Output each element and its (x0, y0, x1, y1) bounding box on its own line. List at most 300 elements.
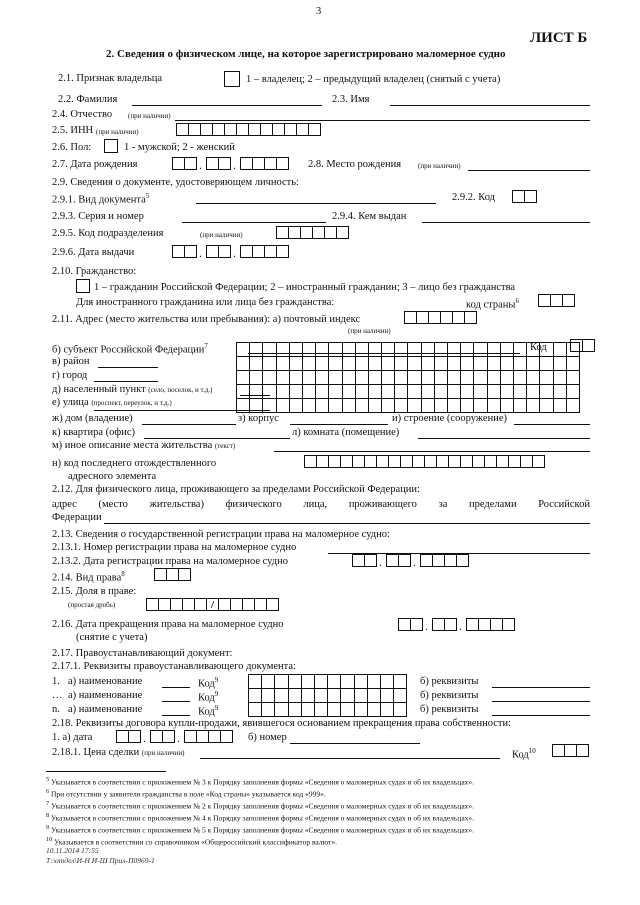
label-2-17-1: 2.17.1. Реквизиты правоустанавливающего документа: (52, 661, 296, 672)
grid-cell[interactable] (460, 398, 474, 413)
grid-cell[interactable] (315, 356, 329, 371)
foreign-address-label: адрес (место жительства) физического лица, проживающего за пределами Российской (52, 499, 590, 510)
grid-cell[interactable] (394, 356, 408, 371)
grid-cell[interactable] (487, 384, 501, 399)
reg-month-cells[interactable] (386, 554, 410, 567)
grid-cell[interactable] (262, 384, 276, 399)
label-2-11-k: к) квартира (офис) (52, 427, 135, 438)
issue-day-cells[interactable] (172, 245, 196, 258)
grid-cell[interactable] (248, 674, 262, 689)
right-type-cells[interactable] (154, 568, 190, 581)
house-field[interactable] (142, 424, 236, 425)
doc-row-2-details-field[interactable] (492, 701, 590, 702)
grid-cell[interactable] (236, 384, 250, 399)
grid-cell[interactable] (380, 674, 394, 689)
contract-day-cells[interactable] (116, 730, 140, 743)
doc-row-n-details-label: б) реквизиты (420, 704, 479, 715)
grid-cell[interactable] (342, 356, 356, 371)
doc-row-2-details-label: б) реквизиты (420, 690, 479, 701)
grid-cell[interactable] (340, 688, 354, 703)
grid-cell[interactable] (447, 384, 461, 399)
label-2-9-4: 2.9.4. Кем выдан (332, 211, 407, 222)
grid-cell[interactable] (368, 384, 382, 399)
page-number: 3 (316, 6, 322, 17)
label-2-8: 2.8. Место рождения (308, 159, 402, 170)
gender-box[interactable] (104, 139, 117, 153)
label-2-11-n1: н) код последнего отождествленного (52, 458, 217, 469)
grid-cell[interactable] (328, 356, 342, 371)
grid-cell[interactable] (262, 356, 276, 371)
grid-cell[interactable] (248, 688, 262, 703)
grid-cell[interactable] (261, 688, 275, 703)
grid-cell[interactable] (513, 384, 527, 399)
grid-cell[interactable] (473, 370, 487, 385)
grid-cell[interactable] (354, 688, 368, 703)
price-field[interactable] (200, 758, 500, 759)
print-stamp-file: Т:\отдел\И-Н И-Ш Прил-П0969-1 (46, 856, 155, 865)
gender-options: 1 - мужской; 2 - женский (124, 142, 235, 153)
grid-cell[interactable] (526, 384, 540, 399)
grid-cell[interactable] (327, 702, 341, 717)
doc-row-2-name-field[interactable] (162, 701, 190, 702)
doc-row-n-code-label: Код$^9$ (198, 704, 219, 718)
country-code-cells[interactable] (538, 294, 574, 307)
grid-cell[interactable] (355, 356, 369, 371)
label-2-9-5: 2.9.5. Код подразделения (52, 228, 164, 239)
label-2-9-1: 2.9.1. Вид документа$^5$ (52, 192, 150, 206)
grid-cell[interactable] (368, 370, 382, 385)
doc-code-cells[interactable] (512, 190, 536, 203)
grid-cell[interactable] (526, 356, 540, 371)
grid-cell[interactable] (289, 384, 303, 399)
grid-cell[interactable] (342, 398, 356, 413)
grid-cell[interactable] (381, 398, 395, 413)
grid-cell[interactable] (434, 398, 448, 413)
grid-cell[interactable] (314, 702, 328, 717)
label-2-1: 2.1. Признак владельца (58, 73, 163, 84)
grid-cell[interactable] (539, 370, 553, 385)
doc-code-grid[interactable] (248, 674, 406, 716)
grid-cell[interactable] (315, 398, 329, 413)
foreign-address-field[interactable] (104, 523, 590, 524)
grid-cell[interactable] (381, 384, 395, 399)
patronymic-field[interactable] (175, 120, 590, 121)
grid-cell[interactable] (447, 342, 461, 357)
grid-cell[interactable] (381, 342, 395, 357)
grid-cell[interactable] (553, 384, 567, 399)
grid-cell[interactable] (274, 688, 288, 703)
section-title: 2. Сведения о физическом лице, на которое зарегистрировано маломерное судно (106, 48, 506, 60)
grid-cell[interactable] (473, 384, 487, 399)
grid-cell[interactable] (566, 384, 580, 399)
grid-cell[interactable] (421, 342, 435, 357)
label-2-10: 2.10. Гражданство: (52, 266, 137, 277)
grid-cell[interactable] (487, 370, 501, 385)
doc-row-1-name-field[interactable] (162, 687, 190, 688)
label-2-18: 2.18. Реквизиты договора купли-продажи, явившегося основанием прекращения права собственности: (52, 718, 512, 729)
footnote-9: $^9$ Указывается в соответствии с приложением № 5 к Порядку заполнения формы «Сведения о маломерных судах и об их владельцах». (46, 824, 475, 835)
doc-type-field[interactable] (196, 203, 436, 204)
grid-cell[interactable] (421, 398, 435, 413)
label-2-9: 2.9. Сведения о документе, удостоверяющем личность: (52, 177, 299, 188)
inn-cells[interactable] (176, 123, 320, 136)
owner-flag-options: 1 – владелец; 2 – предыдущий владелец (снятый с учета) (246, 74, 501, 85)
label-2-9-3: 2.9.3. Серия и номер (52, 211, 144, 222)
footnote-8: $^8$ Указывается в соответствии с приложением № 4 к Порядку заполнения формы «Сведения о маломерных судах и об их владельцах». (46, 812, 475, 823)
owner-flag-box[interactable] (224, 71, 239, 87)
label-2-18-a: 1. а) дата (52, 732, 93, 743)
label-2-18-b: б) номер (248, 732, 287, 743)
name-field[interactable] (390, 105, 590, 106)
grid-cell[interactable] (473, 356, 487, 371)
label-2-3: 2.3. Имя (332, 94, 370, 105)
grid-cell[interactable] (289, 342, 303, 357)
grid-cell[interactable] (355, 342, 369, 357)
grid-cell[interactable] (513, 342, 527, 357)
contract-year-cells[interactable] (184, 730, 232, 743)
doc-row-2-name-label: а) наименование (68, 690, 143, 701)
label-2-11-e: е) улица (проспект, переулок, и т.д.) (52, 397, 172, 408)
grid-cell[interactable] (393, 688, 407, 703)
grid-cell[interactable] (407, 370, 421, 385)
grid-cell[interactable] (327, 674, 341, 689)
hint-fraction: (простая дробь) (68, 601, 116, 609)
grid-cell[interactable] (340, 702, 354, 717)
label-2-11-b: б) субъект Российской Федерации$^7$ (52, 342, 208, 356)
doc-row-1-details-label: б) реквизиты (420, 676, 479, 687)
grid-cell[interactable] (526, 342, 540, 357)
grid-cell[interactable] (393, 702, 407, 717)
fias-code-cells[interactable] (304, 455, 544, 468)
grid-cell[interactable] (355, 398, 369, 413)
grid-cell[interactable] (500, 370, 514, 385)
label-2-12: 2.12. Для физического лица, проживающего за пределами Российской Федерации: (52, 484, 420, 495)
label-2-11-i: и) строение (сооружение) (392, 413, 507, 424)
grid-cell[interactable] (236, 398, 250, 413)
doc-row-2-number: … (52, 690, 63, 701)
grid-cell[interactable] (368, 356, 382, 371)
end-year-cells[interactable] (466, 618, 514, 631)
label-2-16-b: (снятие с учета) (76, 632, 148, 643)
hint-if-any: (при наличии) (200, 231, 243, 239)
grid-cell[interactable] (539, 342, 553, 357)
label-2-15: 2.15. Доля в праве: (52, 586, 137, 597)
grid-cell[interactable] (539, 384, 553, 399)
grid-cell[interactable] (302, 356, 316, 371)
grid-cell[interactable] (394, 370, 408, 385)
grid-cell[interactable] (473, 398, 487, 413)
grid-cell[interactable] (249, 384, 263, 399)
city-field[interactable] (94, 381, 158, 382)
grid-cell[interactable] (289, 356, 303, 371)
doc-row-1-details-field[interactable] (492, 687, 590, 688)
grid-cell[interactable] (261, 674, 275, 689)
grid-cell[interactable] (434, 384, 448, 399)
share-slash: / (206, 598, 219, 611)
grid-cell[interactable] (261, 702, 275, 717)
grid-cell[interactable] (288, 674, 302, 689)
grid-cell[interactable] (566, 398, 580, 413)
grid-cell[interactable] (553, 342, 567, 357)
grid-cell[interactable] (368, 398, 382, 413)
grid-cell[interactable] (301, 702, 315, 717)
grid-cell[interactable] (289, 370, 303, 385)
label-2-11-g: г) город (52, 370, 88, 381)
hint-if-any: (при наличии) (128, 112, 171, 120)
grid-cell[interactable] (460, 370, 474, 385)
division-code-cells[interactable] (276, 226, 348, 239)
grid-cell[interactable] (342, 370, 356, 385)
grid-cell[interactable] (288, 702, 302, 717)
grid-cell[interactable] (394, 398, 408, 413)
grid-cell[interactable] (447, 370, 461, 385)
grid-cell[interactable] (460, 356, 474, 371)
grid-cell[interactable] (262, 342, 276, 357)
end-day-cells[interactable] (398, 618, 422, 631)
grid-cell[interactable] (236, 356, 250, 371)
structure-field[interactable] (514, 424, 590, 425)
grid-cell[interactable] (315, 342, 329, 357)
label-2-11-d: д) населенный пункт (село, поселок, и т.д.) (52, 384, 213, 395)
print-stamp-date: 10.11.2014 17:55 (46, 846, 99, 855)
grid-cell[interactable] (553, 356, 567, 371)
grid-cell[interactable] (447, 356, 461, 371)
label-2-11-z: з) корпус (238, 413, 279, 424)
grid-cell[interactable] (393, 674, 407, 689)
grid-cell[interactable] (328, 384, 342, 399)
label-2-6: 2.6. Пол: (52, 142, 92, 153)
hint-if-any: (при наличии) (96, 128, 139, 136)
grid-cell[interactable] (381, 370, 395, 385)
share-cells[interactable] (146, 598, 278, 611)
grid-cell[interactable] (314, 688, 328, 703)
share-cell[interactable] (266, 598, 279, 611)
birth-month-cells[interactable] (206, 157, 230, 170)
grid-cell[interactable] (421, 384, 435, 399)
grid-cell[interactable] (407, 384, 421, 399)
grid-cell[interactable] (236, 342, 250, 357)
citizenship-options: 1 – гражданин Российской Федерации; 2 – иностранный гражданин; 3 – лицо без гражданства (94, 282, 516, 293)
grid-cell[interactable] (354, 674, 368, 689)
grid-cell[interactable] (327, 688, 341, 703)
grid-cell[interactable] (301, 688, 315, 703)
end-month-cells[interactable] (432, 618, 456, 631)
grid-cell[interactable] (328, 398, 342, 413)
label-2-13-1: 2.13.1. Номер регистрации права на маломерное судно (52, 542, 297, 553)
label-2-13-2: 2.13.2. Дата регистрации права на маломерное судно (52, 556, 288, 567)
contract-number-field[interactable] (290, 743, 420, 744)
grid-cell[interactable] (500, 356, 514, 371)
room-field[interactable] (418, 438, 590, 439)
doc-row-n-number: n. (52, 704, 60, 715)
grid-cell[interactable] (380, 688, 394, 703)
grid-cell[interactable] (367, 674, 381, 689)
grid-cell[interactable] (407, 398, 421, 413)
grid-cell[interactable] (302, 384, 316, 399)
region-code-label: Код (530, 342, 547, 353)
currency-code-cells[interactable] (552, 744, 588, 757)
grid-cell[interactable] (380, 702, 394, 717)
grid-cell[interactable] (539, 356, 553, 371)
birth-day-cells[interactable] (172, 157, 196, 170)
grid-cell[interactable] (434, 342, 448, 357)
issue-month-cells[interactable] (206, 245, 230, 258)
contract-month-cells[interactable] (150, 730, 174, 743)
grid-cell[interactable] (302, 342, 316, 357)
doc-row-1-number: 1. (52, 676, 60, 687)
grid-cell[interactable] (301, 674, 315, 689)
grid-cell[interactable] (434, 370, 448, 385)
grid-cell[interactable] (249, 342, 263, 357)
label-2-9-2: 2.9.2. Код (452, 192, 496, 203)
grid-cell[interactable] (526, 370, 540, 385)
birth-place-field[interactable] (468, 170, 590, 171)
label-2-14: 2.14. Вид права$^8$ (52, 570, 125, 584)
grid-cell[interactable] (248, 702, 262, 717)
label-2-5: 2.5. ИНН (52, 125, 94, 136)
grid-cell[interactable] (487, 356, 501, 371)
grid-cell[interactable] (487, 398, 501, 413)
grid-cell[interactable] (340, 674, 354, 689)
label-2-2: 2.2. Фамилия (58, 94, 118, 105)
grid-cell[interactable] (302, 398, 316, 413)
grid-cell[interactable] (394, 384, 408, 399)
doc-row-1-name-label: а) наименование (68, 676, 143, 687)
grid-cell[interactable] (249, 398, 263, 413)
label-2-17: 2.17. Правоустанавливающий документ: (52, 648, 233, 659)
label-2-16: 2.16. Дата прекращения права на маломерное судно (52, 619, 284, 630)
grid-cell[interactable] (553, 370, 567, 385)
grid-cell[interactable] (355, 370, 369, 385)
grid-cell[interactable] (460, 384, 474, 399)
grid-cell[interactable] (276, 342, 290, 357)
building-field[interactable] (290, 424, 388, 425)
grid-cell[interactable] (513, 398, 527, 413)
grid-cell[interactable] (315, 370, 329, 385)
apartment-field[interactable] (144, 438, 290, 439)
grid-cell[interactable] (368, 342, 382, 357)
grid-cell[interactable] (274, 674, 288, 689)
grid-cell[interactable] (447, 398, 461, 413)
label-2-11-l: л) комната (помещение) (292, 427, 400, 438)
grid-cell[interactable] (276, 356, 290, 371)
label-2-11-v: в) район (52, 356, 90, 367)
country-code-label: код страны$^6$ (466, 297, 519, 311)
label-2-7: 2.7. Дата рождения (52, 159, 138, 170)
sheet-label: ЛИСТ Б (530, 30, 588, 46)
birth-year-cells[interactable] (240, 157, 288, 170)
grid-cell[interactable] (513, 370, 527, 385)
issue-year-cells[interactable] (240, 245, 288, 258)
grid-cell[interactable] (262, 398, 276, 413)
hint-if-any: (при наличии) (418, 162, 461, 170)
grid-cell[interactable] (276, 370, 290, 385)
district-field[interactable] (98, 367, 158, 368)
foreign-citizen-label: Для иностранного гражданина или лица без гражданства: (76, 297, 335, 308)
doc-row-2-code-label: Код$^9$ (198, 690, 219, 704)
grid-cell[interactable] (553, 398, 567, 413)
footnote-6: $^6$ При отсутствии у заявителя гражданства в поле «Код страны» указывается код «999». (46, 788, 326, 799)
grid-cell[interactable] (342, 384, 356, 399)
currency-code-label: Код$^{10}$ (512, 747, 536, 761)
grid-cell[interactable] (276, 384, 290, 399)
grid-cell[interactable] (288, 688, 302, 703)
grid-cell[interactable] (566, 342, 580, 357)
label-2-11-m: м) иное описание места жительства (текст) (52, 440, 236, 451)
grid-cell[interactable] (328, 370, 342, 385)
grid-cell[interactable] (394, 342, 408, 357)
issued-by-field[interactable] (422, 222, 590, 223)
grid-cell[interactable] (407, 356, 421, 371)
footnote-10: $^{10}$ Указывается в соответствии со справочником «Общероссийский классификатор валют». (46, 836, 337, 847)
grid-cell[interactable] (262, 370, 276, 385)
grid-cell[interactable] (566, 356, 580, 371)
doc-row-n-name-field[interactable] (162, 715, 190, 716)
footnote-5: $^5$ Указывается в соответствии с приложением № 3 к Порядку заполнения формы «Сведения о маломерных судах и об их владельцах». (46, 776, 475, 787)
other-description-field[interactable] (274, 451, 590, 452)
label-2-11-n2: адресного элемента (68, 471, 157, 482)
doc-row-n-details-field[interactable] (492, 715, 590, 716)
grid-cell[interactable] (421, 356, 435, 371)
label-2-11: 2.11. Адрес (место жительства или пребывания): а) почтовый индекс (52, 314, 361, 325)
grid-cell[interactable] (355, 384, 369, 399)
grid-cell[interactable] (367, 688, 381, 703)
grid-cell[interactable] (526, 398, 540, 413)
grid-cell[interactable] (434, 356, 448, 371)
grid-cell[interactable] (249, 370, 263, 385)
postcode-cells[interactable] (404, 311, 476, 324)
grid-cell[interactable] (315, 384, 329, 399)
grid-cell[interactable] (473, 342, 487, 357)
grid-cell[interactable] (500, 398, 514, 413)
reg-year-cells[interactable] (420, 554, 468, 567)
surname-field[interactable] (132, 105, 322, 106)
address-grid[interactable] (236, 342, 579, 412)
label-2-11-zh: ж) дом (владение) (52, 413, 133, 424)
grid-cell[interactable] (274, 702, 288, 717)
grid-cell[interactable] (367, 702, 381, 717)
doc-row-1-code-label: Код$^9$ (198, 676, 219, 690)
grid-cell[interactable] (314, 674, 328, 689)
grid-cell[interactable] (249, 356, 263, 371)
citizenship-box[interactable] (76, 279, 89, 293)
grid-cell[interactable] (500, 342, 514, 357)
grid-cell[interactable] (539, 398, 553, 413)
label-federation: Федерации (52, 512, 102, 523)
input-cell[interactable] (532, 455, 545, 468)
hint-if-any: (при наличии) (348, 327, 391, 335)
grid-cell[interactable] (566, 370, 580, 385)
grid-cell[interactable] (342, 342, 356, 357)
grid-cell[interactable] (236, 370, 250, 385)
grid-cell[interactable] (354, 702, 368, 717)
grid-cell[interactable] (328, 342, 342, 357)
grid-cell[interactable] (421, 370, 435, 385)
reg-day-cells[interactable] (352, 554, 376, 567)
grid-cell[interactable] (302, 370, 316, 385)
grid-cell[interactable] (381, 356, 395, 371)
grid-cell[interactable] (276, 398, 290, 413)
footnote-rule (46, 771, 166, 772)
grid-cell[interactable] (407, 342, 421, 357)
grid-cell[interactable] (500, 384, 514, 399)
grid-cell[interactable] (513, 356, 527, 371)
series-number-field[interactable] (182, 222, 326, 223)
label-2-18-1: 2.18.1. Цена сделки (при наличии) (52, 747, 185, 758)
grid-cell[interactable] (460, 342, 474, 357)
grid-cell[interactable] (289, 398, 303, 413)
grid-cell[interactable] (487, 342, 501, 357)
